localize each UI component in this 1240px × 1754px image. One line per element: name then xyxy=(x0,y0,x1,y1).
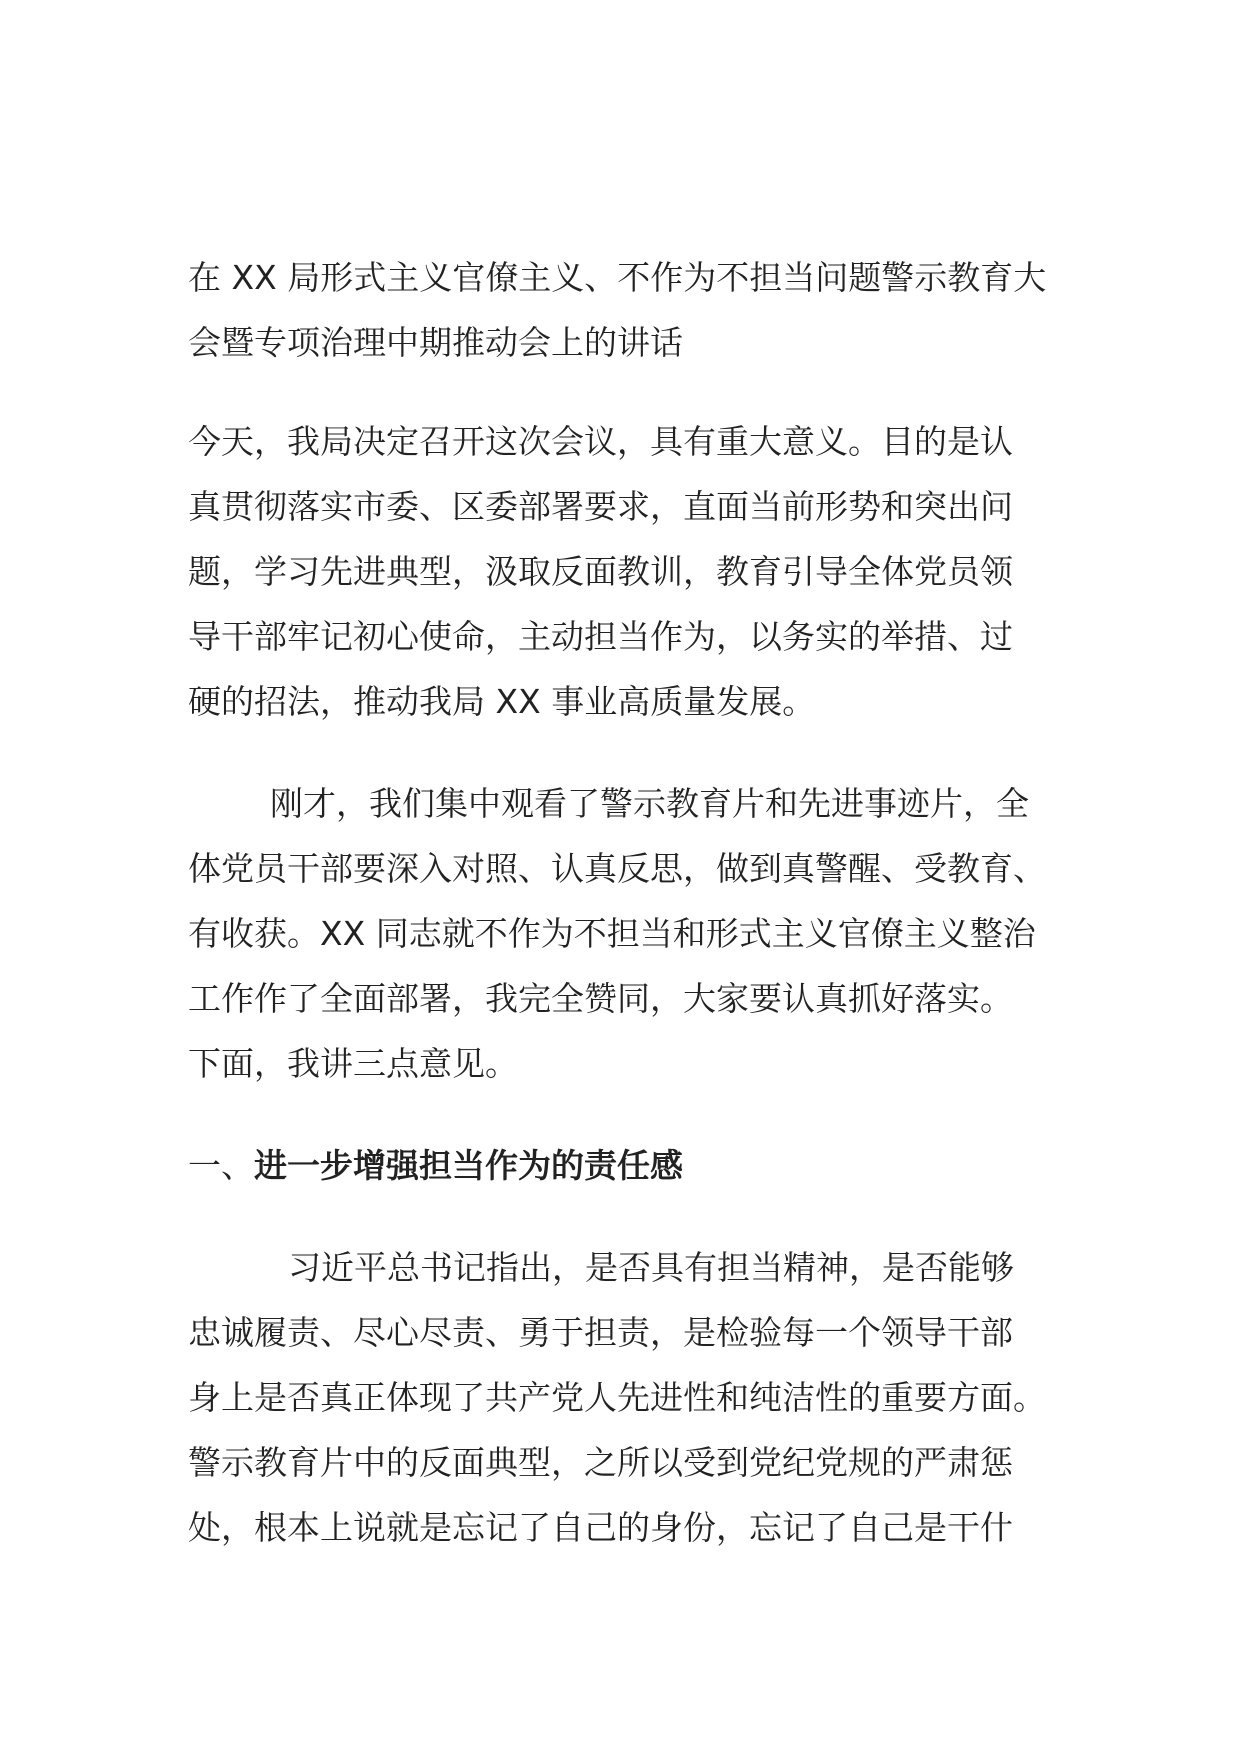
section-heading-text: 进一步增强担当作为的责任感 xyxy=(254,1146,683,1185)
paragraph-line: 警示教育片中的反面典型，之所以受到党纪党规的严肃惩 xyxy=(188,1443,1013,1482)
paragraph-line: 处，根本上说就是忘记了自己的身份，忘记了自己是干什 xyxy=(188,1508,1013,1547)
paragraph-review xyxy=(188,771,1056,1096)
title-line: 会暨专项治理中期推动会上的讲话 xyxy=(188,323,683,362)
document-body xyxy=(188,245,1056,1560)
paragraph-line: 有收获。XX 同志就不作为不担当和形式主义官僚主义整治 xyxy=(188,914,1036,953)
paragraph-line: 真贯彻落实市委、区委部署要求，直面当前形势和突出问 xyxy=(188,487,1013,526)
paragraph-line: 习近平总书记指出，是否具有担当精神，是否能够 xyxy=(288,1248,1014,1287)
paragraph-line: 体党员干部要深入对照、认真反思，做到真警醒、受教育、 xyxy=(188,849,1046,888)
paragraph-line: 题，学习先进典型，汲取反面教训，教育引导全体党员领 xyxy=(188,552,1013,591)
section-heading xyxy=(188,1133,1056,1198)
paragraph-line: 身上是否真正体现了共产党人先进性和纯洁性的重要方面。 xyxy=(188,1378,1046,1417)
paragraph-line: 下面，我讲三点意见。 xyxy=(188,1044,518,1083)
paragraph-opening xyxy=(188,409,1056,734)
paragraph-line: 工作作了全面部署，我完全赞同，大家要认真抓好落实。 xyxy=(188,979,1013,1018)
title-line: 在 XX 局形式主义官僚主义、不作为不担当问题警示教育大 xyxy=(188,258,1047,297)
section-heading-number: 一、 xyxy=(188,1146,254,1185)
paragraph-line: 忠诚履责、尽心尽责、勇于担责，是检验每一个领导干部 xyxy=(188,1313,1013,1352)
paragraph-line: 刚才，我们集中观看了警示教育片和先进事迹片，全 xyxy=(270,784,1029,823)
paragraph-line: 硬的招法，推动我局 XX 事业高质量发展。 xyxy=(188,682,816,721)
paragraph-section-one xyxy=(188,1235,1056,1560)
document-title xyxy=(188,245,1056,375)
paragraph-line: 今天，我局决定召开这次会议，具有重大意义。目的是认 xyxy=(188,422,1013,461)
paragraph-line: 导干部牢记初心使命，主动担当作为，以务实的举措、过 xyxy=(188,617,1013,656)
